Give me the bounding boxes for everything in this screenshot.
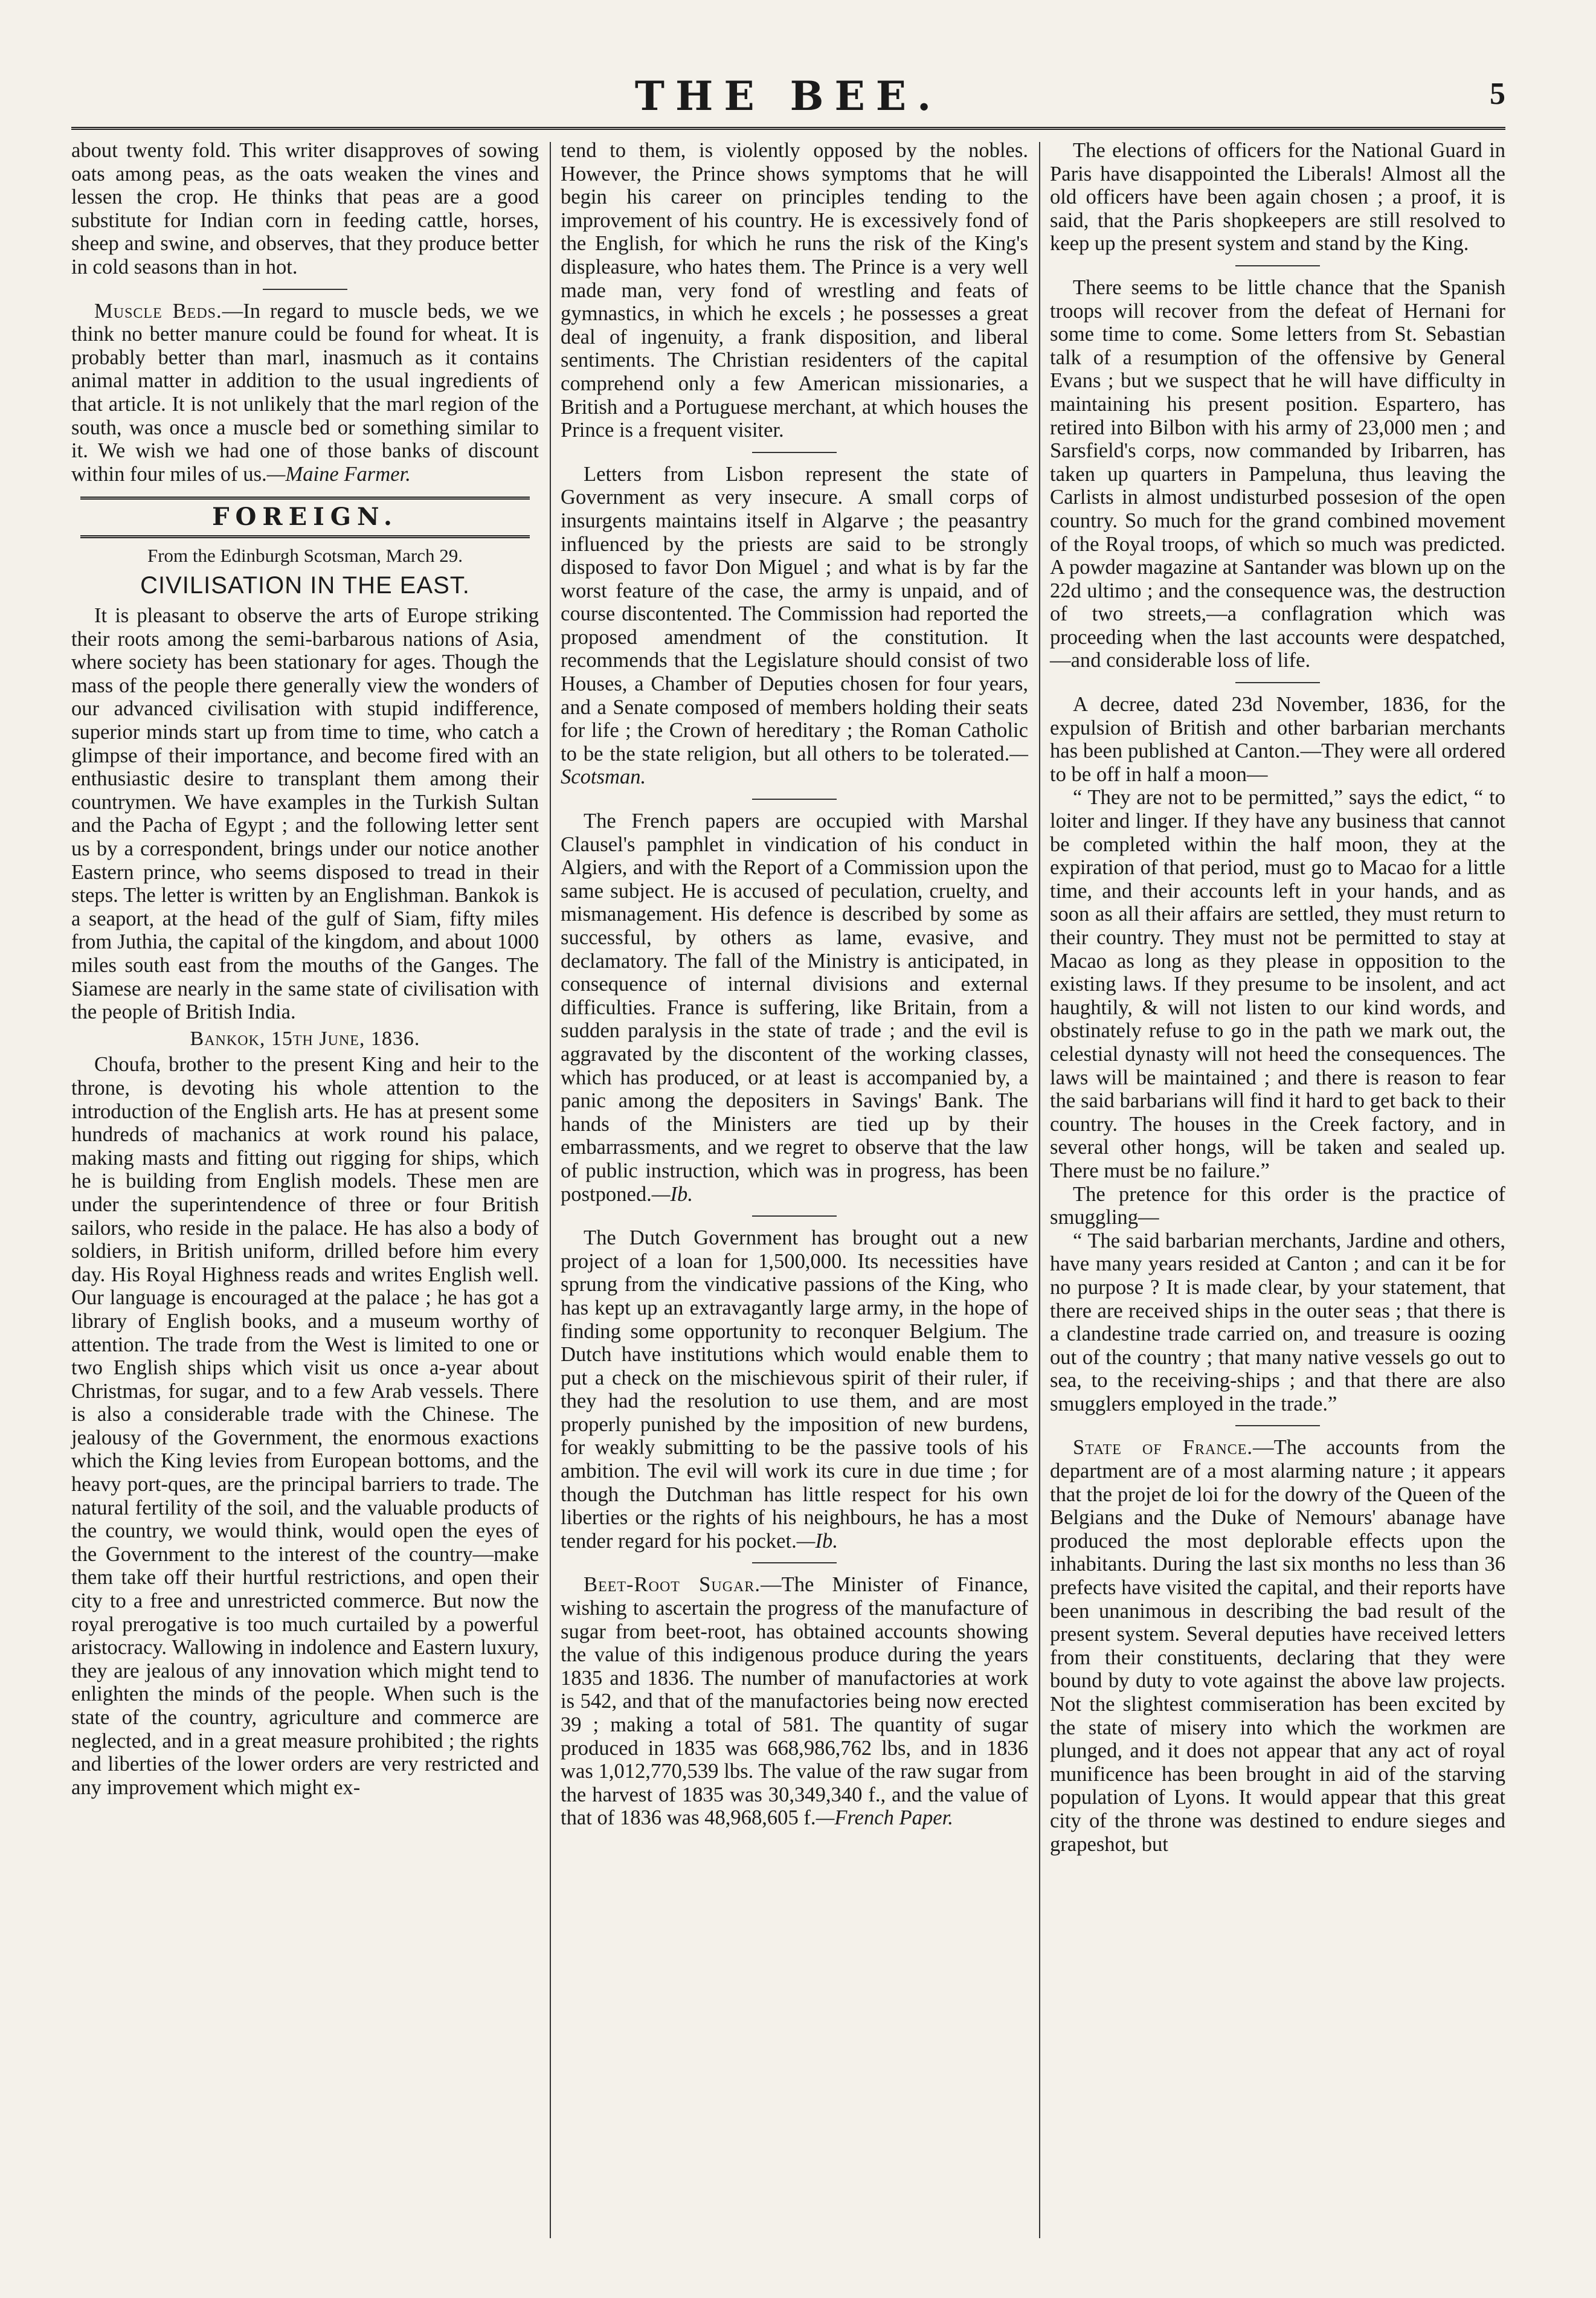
article-separator bbox=[1235, 682, 1320, 683]
article-quote: “ The said barbarian merchants, Jardine and others, have many years resided at Canton ; and can it be for no purpose ? It is made clear, by your statement, that there are received ships in the outer seas ; that there is a clandestine trade carried on, and treasure is oozing out of the country ; that many native vessels go out to sea, to the receiving-ships ; and that there are also smugglers employed in the trade.” bbox=[1050, 1229, 1505, 1415]
article-source: —Ib. bbox=[651, 1182, 693, 1206]
article-source: —Ib. bbox=[796, 1529, 838, 1553]
article-canton-decree: A decree, dated 23d November, 1836, for the expulsion of British and other barbarian merchants has been published at Canton.—They were all ordered to be off in half a moon— bbox=[1050, 693, 1505, 786]
article-body: The French papers are occupied with Marshal Clausel's pamphlet in vindication of his conduct in Algiers, and with the Report of a Commission upon the same subject. He is accused of peculation, cruelty, and mismanagement. His defence is described by some as successful, by others as lame, evasive, and declamatory. The fall of the Ministry is anticipated, in consequence of internal divisions and external difficulties. France is suffering, like Britain, from a sudden paralysis in the state of trade ; and the evil is aggravated by the discontent of the working classes, which has produced, or at least is accompanied by, a panic among the depositers in Savings' Bank. The hands of the Ministers are tied up by their embarrassments, and we regret to observe that the law of public instruction, which was in progress, has been postponed. bbox=[561, 809, 1028, 1206]
article-heading: Beet-Root Sugar. bbox=[584, 1573, 761, 1597]
column-1 bbox=[71, 139, 539, 1799]
page-number: 5 bbox=[1490, 77, 1505, 111]
masthead bbox=[71, 66, 1505, 133]
article-peas-continued: about twenty fold. This writer disapproves of sowing oats among peas, as the oats weaken the vines and lessen the crop. He thinks that peas are a good substitute for Indian corn in feeding cattle, horses, sheep and swine, and observes, that they produce better in cold seasons than in hot. bbox=[71, 139, 539, 278]
column-divider bbox=[550, 142, 551, 2238]
column-3 bbox=[1050, 139, 1505, 1856]
article-heading: Muscle Beds. bbox=[94, 299, 222, 323]
section-heading-foreign: FOREIGN. bbox=[212, 503, 398, 532]
article-paris-elections: The elections of officers for the National Guard in Paris have disappointed the Liberals! Almost all the old officers have been again chosen ; a proof, it is said, that the Paris shopkeepers are still resolved to keep up the present system and stand by the King. bbox=[1050, 139, 1505, 256]
article-spanish-troops: There seems to be little chance that the Spanish troops will recover from the defeat of Hernani for some time to come. Some letters from St. Sebastian talk of a resumption of the offensive by General Evans ; but we suspect that he will have difficulty in maintaining his present position. Espartero, has retired into Bilbon with his army of 23,000 men ; and Sarsfield's corps, now commanded by Iribarren, has taken up quarters in Pampeluna, thus leaving the Carlists in almost undisturbed possesion of the open country. So much for the grand combined movement of the Royal troops, of which so much was predicted. A powder magazine at Santander was blown up on the 22d ultimo ; and the consequence was, the destruction of two streets,—a conflagration which was proceeding when the last accounts were despatched,—and considerable loss of life. bbox=[1050, 275, 1505, 672]
article-separator bbox=[263, 289, 347, 290]
article-body: —In regard to muscle beds, we we think no better manure could be found for wheat. It is probably better than marl, inasmuch as it contains animal matter in addition to the usual ingredients of that article. It is not unlikely that the marl region of the south, was once a muscle bed or something similar to it. We wish we had one of those banks of discount within four miles of us. bbox=[71, 299, 539, 486]
article-paragraph: Choufa, brother to the present King and heir to the throne, is devoting his whole attention to the introduction of the English arts. He has at present some hundreds of machanics at work round his palace, making masts and fitting out rigging for ships, which he is building from English models. These men are under the superintendence of three or four British sailors, who reside in the palace. He has also a body of soldiers, in British uniform, drilled before him every day. His Royal Highness reads and writes English well. Our language is encouraged at the palace ; he has got a library of English books, and a museum worthy of attention. The trade from the West is limited to one or two English ships which visit us once a-year about Christmas, for sugar, and to a few Arab vessels. There is also a considerable trade with the Chinese. The jealousy of the Government, the enormous exactions which the King levies from European bottoms, and the heavy port-ques, are the principal barriers to trade. The natural fertility of the soil, and the valuable products of the country, we would think, would open the eyes of the Government to the interest of the country—make them take off their hurtful restrictions, and open their city to a free and unrestricted commerce. But now the royal prerogative is too much curtailed by a powerful aristocracy. Wallowing in indolence and Eastern luxury, they are jealous of any innovation which might tend to enlighten the minds of the people. When such is the state of the country, agriculture and commerce are neglected, and in a great measure prohibited ; the rights and liberties of the lower orders are very restricted and any improvement which might ex- bbox=[71, 1053, 539, 1799]
article-separator bbox=[1235, 265, 1320, 266]
article-separator bbox=[1235, 1425, 1320, 1426]
article-heading: State of France. bbox=[1073, 1436, 1253, 1460]
article-dutch-government bbox=[561, 1226, 1028, 1553]
column-divider bbox=[1039, 142, 1040, 2238]
article-source: —French Paper. bbox=[816, 1806, 953, 1830]
article-separator bbox=[752, 1215, 837, 1217]
letter-dateline: Bankok, 15th June, 1836. bbox=[190, 1027, 420, 1050]
masthead-rule bbox=[71, 127, 1505, 130]
article-source: —Maine Farmer. bbox=[266, 462, 411, 486]
article-body: The Dutch Government has brought out a new project of a loan for 1,500,000. Its necessities have sprung from the vindicative passions of the King, who has kept up an extravagantly large army, in the hope of finding some opportunity to reconquer Belgium. The Dutch have institutions which would enable them to put a check on the mischievous spirit of their ruler, if they had the resolution to use them, and are most properly punished by the imposition of new burdens, for weakly submitting to be the passive tools of his ambition. The evil will work its cure in due time ; for though the Dutchman has little respect for his own liberties or the rights of his neighbours, he has a most tender regard for his pocket. bbox=[561, 1226, 1028, 1553]
article-paragraph: It is pleasant to observe the arts of Europe striking their roots among the semi-barbarous nations of Asia, where society has been stationary for ages. Though the mass of the people there generally view the wonders of our advanced civilisation with stupid indifference, superior minds start up from time to time, who catch a glimpse of their importance, and become fired with an enthusiastic desire to transplant them among their countrymen. We have examples in the Turkish Sultan and the Pacha of Egypt ; and the following letter sent us by a correspondent, brings under our notice another Eastern prince, who seems disposed to tread in their steps. The letter is written by an Englishman. Bankok is a seaport, at the head of the gulf of Siam, fifty miles from Juthia, the capital of the kingdom, and about 1000 miles south east from the mouths of the Ganges. The Siamese are nearly in the same state of civilisation with the people of British India. bbox=[71, 604, 539, 1024]
article-paragraph: tend to them, is violently opposed by the nobles. However, the Prince shows symptoms that he will begin his career on principles tending to the improvement of his country. He is excessively fond of the English, for which he runs the risk of the King's displeasure, who hates them. The Prince is a very well made man, very fond of wrestling and feats of gymnastics, in which he excels ; he possesses a great deal of ingenuity, a frank disposition, and liberal sentiments. The Christian residenters of the capital comprehend only a few American missionaries, a British and a Portuguese merchant, at which houses the Prince is a frequent visiter. bbox=[561, 139, 1028, 442]
section-rule bbox=[80, 497, 529, 500]
article-lisbon bbox=[561, 463, 1028, 789]
article-source: —Scotsman. bbox=[561, 742, 1028, 789]
article-body: Letters from Lisbon represent the state of Government as very insecure. A small corps of insurgents maintains itself in Algarve ; the peasantry influenced by the priests are said to be strongly disposed to favor Don Miguel ; and what is by far the worst feature of the case, the army is unpaid, and of course discontented. The Commission had reported the proposed amendment of the constitution. It recommends that the Legislature should consist of two Houses, a Chamber of Deputies chosen for four years, and a Senate composed of members holding their seats for life ; the Crown of hereditary ; the Roman Catholic to be the state religion, but all others to be tolerated. bbox=[561, 462, 1028, 765]
newspaper-title: THE BEE. bbox=[634, 72, 942, 120]
article-french-papers bbox=[561, 809, 1028, 1206]
article-title: CIVILISATION IN THE EAST. bbox=[140, 571, 470, 599]
article-state-of-france bbox=[1050, 1436, 1505, 1856]
article-body: —The Minister of Finance, wishing to ascertain the progress of the manufacture of sugar from beet-root, has obtained accounts showing the value of this indigenous produce during the years 1835 and 1836. The number of manufactories at work is 542, and that of the manufactories being now erected 39 ; making a total of 581. The quantity of sugar produced in 1835 was 668,986,762 lbs, and in 1836 was 1,012,770,539 lbs. The value of the raw sugar from the harvest of 1835 was 30,349,340 f., and the value of that of 1836 was 48,968,605 f. bbox=[561, 1573, 1028, 1830]
section-rule bbox=[80, 535, 529, 538]
article-body: —The accounts from the department are of a most alarming nature ; it appears that the projet de loi for the dowry of the Queen of the Belgians and the Duke of Nemours' abanage have produced the most deplorable effects upon the inhabitants. During the last six months no less than 36 prefects have visited the capital, and their reports have been unanimous in describing the bad result of the present system. Several deputies have received letters from their constituents, declaring that they were bound by duty to vote against the above law projects. Not the slightest commiseration has been excited by the state of misery into which the workmen are plunged, and it does not appear that any act of royal munificence has been brought in aid of the starving population of Lyons. It would appear that this great city of the throne was destined to endure sieges and grapeshot, but bbox=[1050, 1436, 1506, 1856]
article-mussel-beds bbox=[71, 300, 539, 486]
article-beet-root-sugar bbox=[561, 1573, 1028, 1830]
source-line: From the Edinburgh Scotsman, March 29. bbox=[147, 544, 463, 566]
article-quote: “ They are not to be permitted,” says the edict, “ to loiter and linger. If they have any business that cannot be completed within the half moon, they at the expiration of that period, must go to Macao for a little time, and their accounts left in your hands, and as soon as all their affairs are settled, they must return to their country. They must not be permitted to stay at Macao as long as they please in opposition to the existing laws. If they presume to be insolent, and act haughtily, & will not listen to our kind words, and obstinately refuse to go in the path we mark out, the celestial dynasty will not heed the consequences. The laws will be maintained ; and there is reason to fear the said barbarians will find it hard to get back to their country. The houses in the Creek factory, and in several other hongs, will be taken and sealed up. There must be no failure.” bbox=[1050, 786, 1505, 1182]
article-separator bbox=[752, 799, 837, 800]
column-2 bbox=[561, 139, 1028, 1830]
article-separator bbox=[752, 452, 837, 453]
newspaper-page bbox=[71, 66, 1505, 2241]
article-separator bbox=[752, 1562, 837, 1563]
article-paragraph: The pretence for this order is the practice of smuggling— bbox=[1050, 1182, 1505, 1229]
